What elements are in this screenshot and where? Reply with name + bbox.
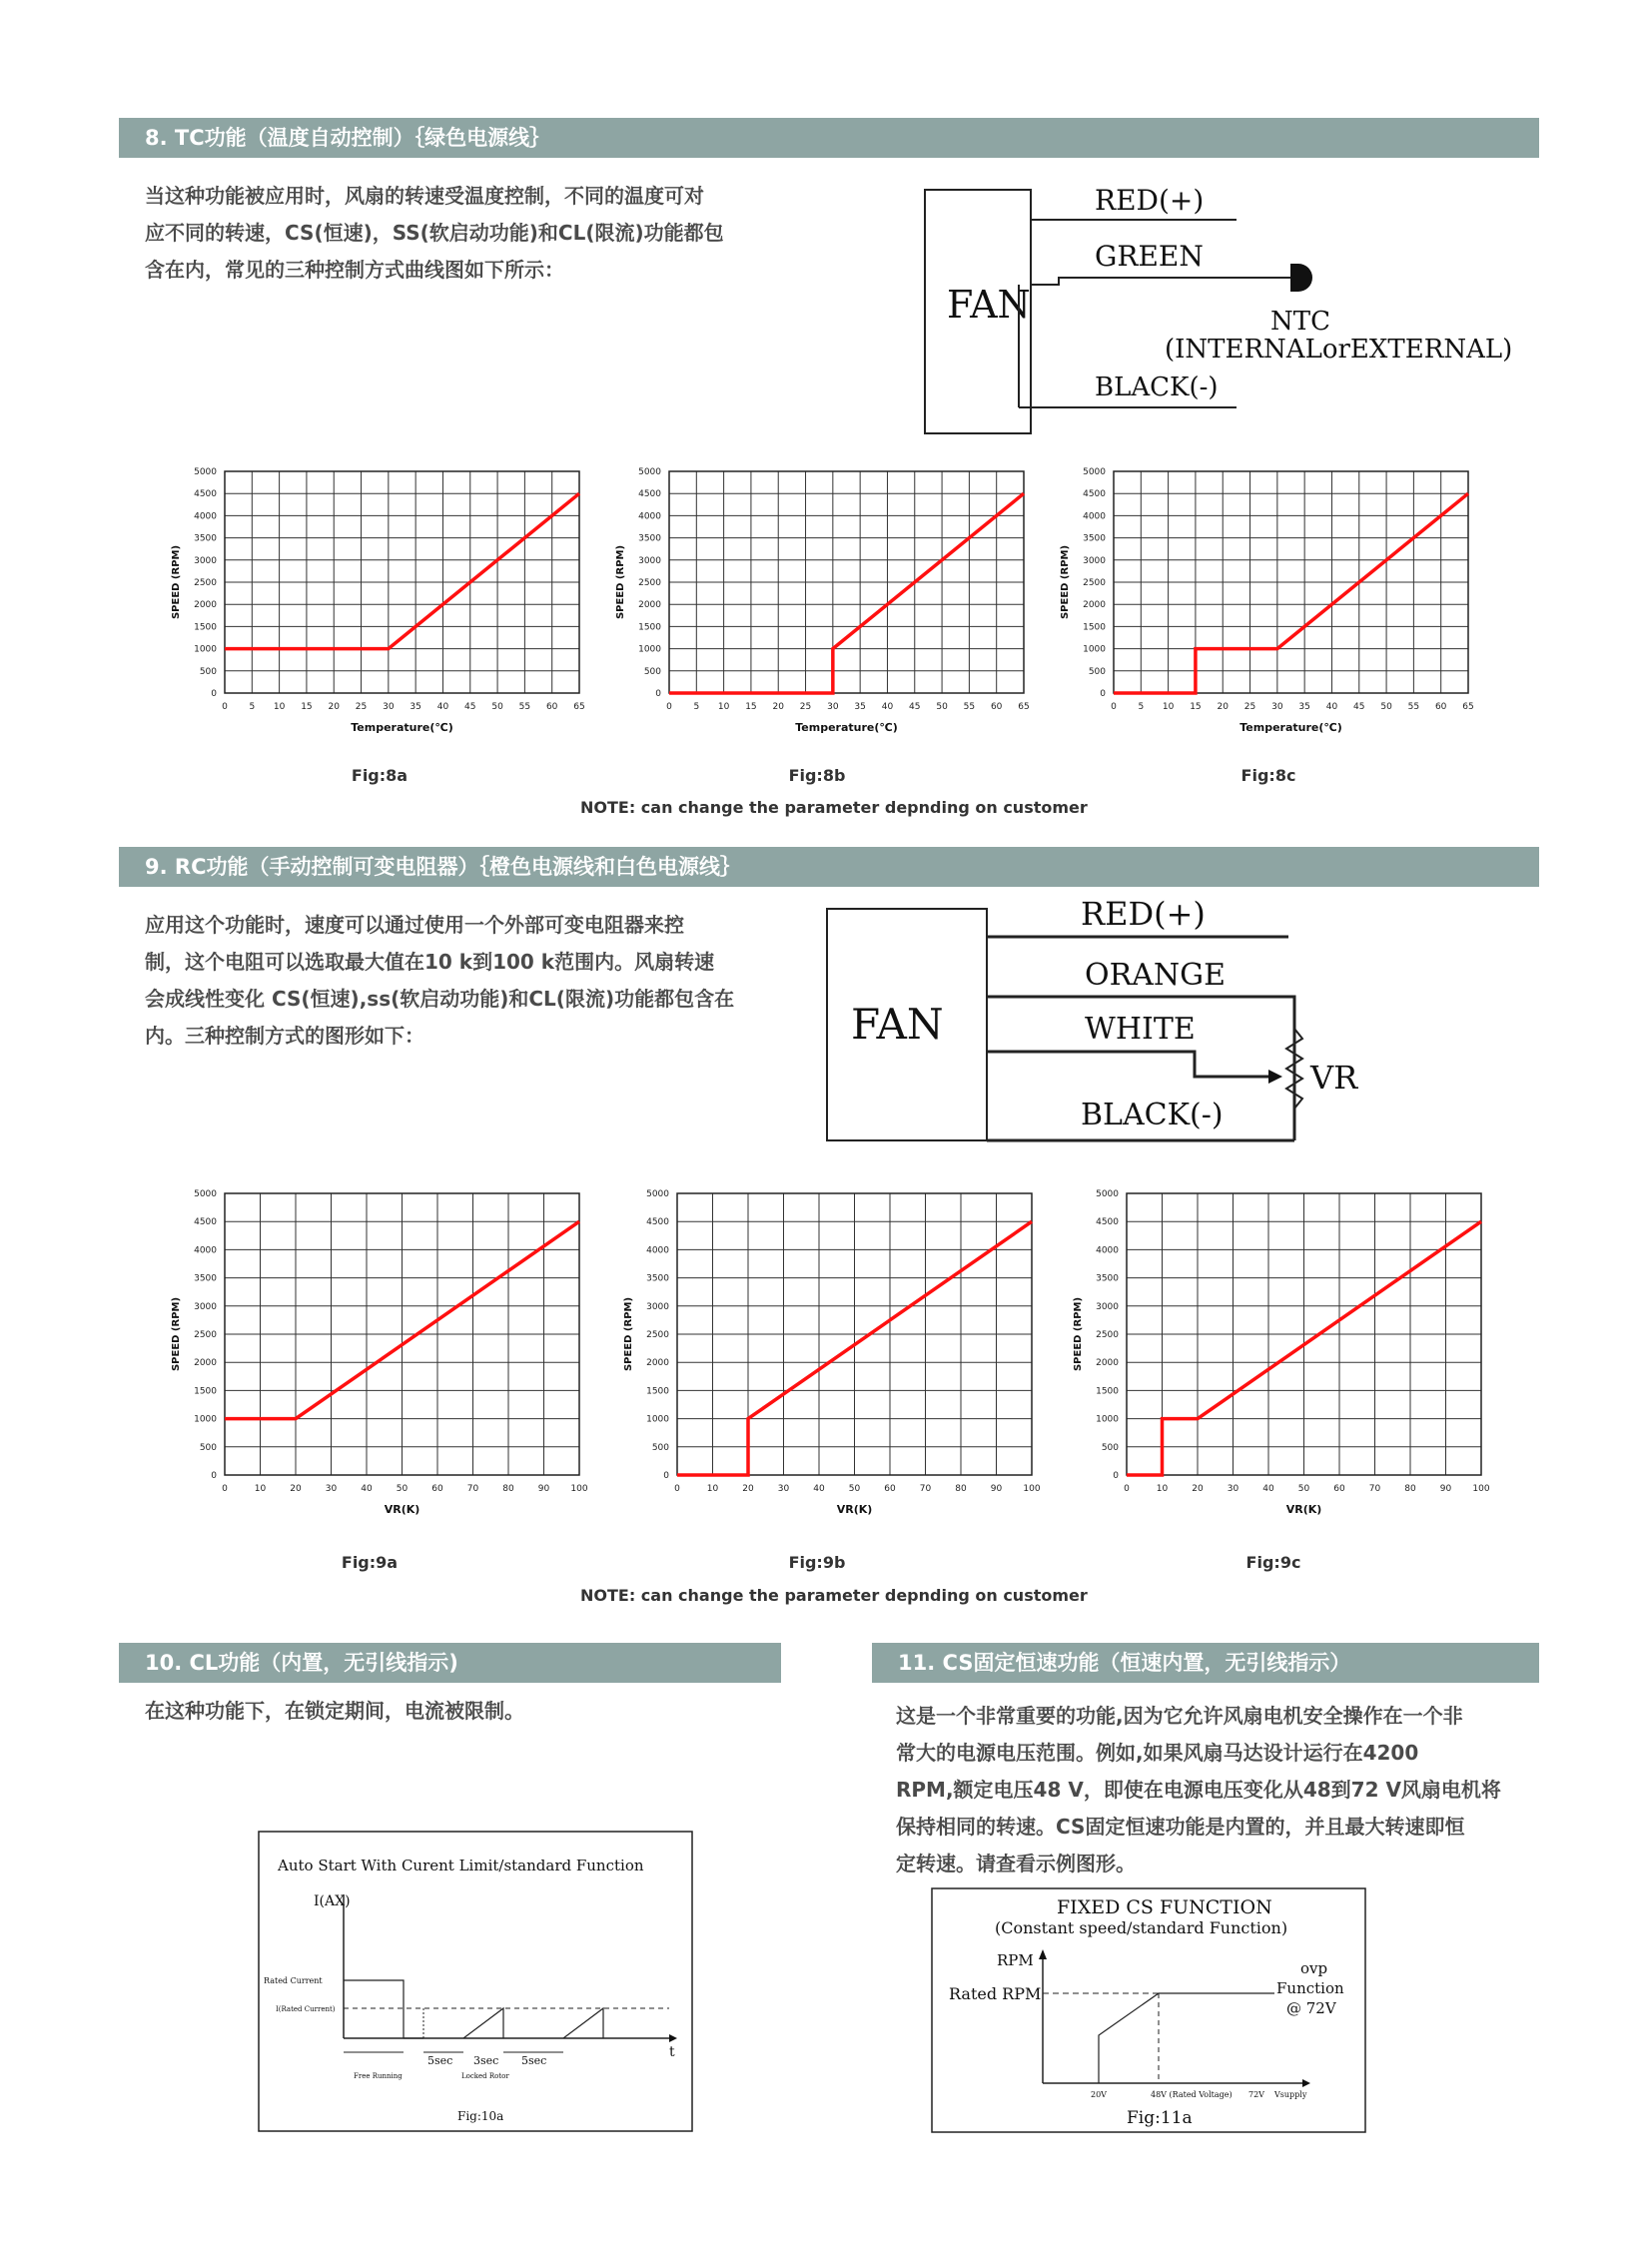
fig10a-ylabel: I(AX) [314, 1893, 351, 1909]
text-line: 含在内，常见的三种控制方式曲线图如下所示： [145, 258, 564, 282]
y-tick-label: 1500 [194, 1386, 217, 1397]
fan-label: FAN [947, 283, 1031, 327]
chart-svg [165, 461, 594, 741]
x-tick-label: 60 [1333, 1484, 1345, 1494]
y-axis-label: SPEED (RPM) [1060, 544, 1071, 620]
x-tick-label: 30 [383, 702, 395, 712]
section-8-header: 8. TC功能（温度自动控制）｛绿色电源线｝ [119, 118, 1539, 158]
y-tick-label: 3500 [1096, 1273, 1119, 1284]
chart-svg [165, 1183, 594, 1523]
x-tick-label: 10 [1162, 702, 1175, 712]
note-9: NOTE: can change the parameter depnding on customer [580, 1586, 1088, 1605]
section-8-text [145, 178, 764, 289]
x-tick-label: 10 [1156, 1484, 1169, 1494]
x-tick-label: 20 [290, 1484, 302, 1494]
x-tick-label: 35 [1298, 702, 1310, 712]
fig9c-caption: Fig:9c [1245, 1553, 1301, 1572]
chart-svg [617, 1183, 1047, 1523]
x-tick-label: 40 [1325, 702, 1338, 712]
x-tick-label: 80 [1404, 1484, 1416, 1494]
x-tick-label: 30 [827, 702, 839, 712]
section-10-header: 10. CL功能（内置，无引线指示) [119, 1643, 781, 1683]
x-tick-label: 10 [254, 1484, 267, 1494]
section-10-text [145, 1693, 764, 1730]
x-tick-label: 35 [854, 702, 866, 712]
y-tick-label: 2000 [646, 1358, 669, 1369]
x-tick-label: 90 [537, 1484, 550, 1494]
y-tick-label: 4500 [194, 489, 217, 500]
y-tick-label: 2000 [194, 1358, 217, 1369]
y-tick-label: 2000 [194, 600, 217, 611]
fig11a-xlabel: Vsupply [1274, 2090, 1307, 2099]
fan-label: FAN [851, 1000, 944, 1049]
fig10a-t2: 3sec [473, 2054, 499, 2067]
x-tick-label: 20 [1217, 702, 1229, 712]
y-tick-label: 4500 [638, 489, 661, 500]
y-axis-label: SPEED (RPM) [171, 544, 182, 620]
y-tick-label: 3000 [194, 555, 217, 566]
y-tick-label: 2500 [194, 1330, 217, 1340]
chart-fig8a [165, 461, 594, 741]
y-tick-label: 3500 [194, 533, 217, 544]
fig11a-rated-label: Rated RPM [949, 1984, 1042, 2003]
x-tick-label: 55 [963, 702, 976, 712]
x-tick-label: 55 [518, 702, 531, 712]
text-line: 在这种功能下，在锁定期间，电流被限制。 [145, 1699, 524, 1723]
x-tick-label: 0 [222, 702, 228, 712]
x-tick-label: 60 [545, 702, 558, 712]
x-tick-label: 5 [693, 702, 700, 712]
x-tick-label: 60 [431, 1484, 443, 1494]
x-tick-label: 0 [1124, 1484, 1130, 1494]
y-tick-label: 500 [651, 1442, 669, 1453]
text-line: 会成线性变化 CS(恒速),ss(软启动功能)和CL(限流)功能都包含在 [145, 987, 735, 1011]
text-line: 制，这个电阻可以选取最大值在10 k到100 k范围内。风扇转速 [145, 950, 715, 974]
chart-svg [609, 461, 1039, 741]
red-wire-label: RED(+) [1081, 895, 1206, 933]
x-tick-label: 100 [1472, 1484, 1490, 1494]
x-tick-label: 70 [919, 1484, 932, 1494]
text-line: 常大的电源电压范围。例如,如果风扇马达设计运行在4200 [896, 1741, 1419, 1765]
chart-fig9c [1067, 1183, 1496, 1523]
x-tick-label: 90 [1439, 1484, 1452, 1494]
x-tick-label: 30 [777, 1484, 790, 1494]
x-tick-label: 5 [249, 702, 256, 712]
y-tick-label: 0 [211, 1471, 217, 1481]
y-tick-label: 4500 [1083, 489, 1106, 500]
x-tick-label: 40 [361, 1484, 373, 1494]
y-tick-label: 1000 [194, 644, 217, 655]
x-tick-label: 50 [1380, 702, 1392, 712]
y-tick-label: 5000 [1096, 1189, 1119, 1199]
y-axis-label: SPEED (RPM) [615, 544, 626, 620]
fig11a-ovp1: ovp [1300, 1959, 1328, 1977]
x-tick-label: 25 [799, 702, 812, 712]
y-tick-label: 5000 [638, 467, 661, 477]
y-tick-label: 1000 [194, 1414, 217, 1425]
x-tick-label: 70 [466, 1484, 479, 1494]
fig11a-x2: 48V (Rated Voltage) [1151, 2090, 1233, 2099]
y-tick-label: 3500 [646, 1273, 669, 1284]
x-tick-label: 100 [1023, 1484, 1041, 1494]
x-tick-label: 60 [1434, 702, 1447, 712]
y-axis-label: SPEED (RPM) [171, 1296, 182, 1372]
fig10a-t1: 5sec [427, 2054, 453, 2067]
x-tick-label: 0 [222, 1484, 228, 1494]
x-tick-label: 20 [1192, 1484, 1204, 1494]
y-tick-label: 3000 [638, 555, 661, 566]
y-tick-label: 500 [1101, 1442, 1119, 1453]
section-9-text [145, 907, 784, 1055]
x-tick-label: 0 [674, 1484, 680, 1494]
y-tick-label: 0 [211, 689, 217, 699]
y-tick-label: 2500 [646, 1330, 669, 1340]
ntc-sub-label: (INTERNALorEXTERNAL) [1165, 335, 1513, 365]
x-tick-label: 10 [706, 1484, 719, 1494]
x-tick-label: 15 [745, 702, 757, 712]
x-axis-label: VR(K) [1285, 1503, 1322, 1516]
x-tick-label: 30 [1227, 1484, 1239, 1494]
y-tick-label: 3000 [1083, 555, 1106, 566]
black-wire-label: BLACK(-) [1081, 1098, 1224, 1132]
y-tick-label: 1500 [1083, 622, 1106, 633]
y-tick-label: 2500 [194, 578, 217, 588]
series-line [225, 493, 579, 648]
fig11a-title: FIXED CS FUNCTION [1057, 1896, 1272, 1918]
fig11a-x3: 72V [1248, 2090, 1264, 2099]
x-tick-label: 50 [396, 1484, 409, 1494]
y-axis-label: SPEED (RPM) [1073, 1296, 1084, 1372]
x-tick-label: 35 [410, 702, 421, 712]
black-wire-label: BLACK(-) [1095, 373, 1219, 402]
x-tick-label: 20 [328, 702, 340, 712]
x-tick-label: 60 [884, 1484, 896, 1494]
x-tick-label: 55 [1407, 702, 1420, 712]
red-wire-label: RED(+) [1095, 184, 1205, 217]
section-11-header: 11. CS固定恒速功能（恒速内置，无引线指示） [872, 1643, 1539, 1683]
y-tick-label: 0 [663, 1471, 669, 1481]
y-tick-label: 2000 [1083, 600, 1106, 611]
text-line: 应不同的转速，CS(恒速)，SS(软启动功能)和CL(限流)功能都包 [145, 221, 724, 245]
x-tick-label: 30 [325, 1484, 338, 1494]
x-tick-label: 65 [573, 702, 585, 712]
y-tick-label: 2000 [1096, 1358, 1119, 1369]
fig10a-title: Auto Start With Curent Limit/standard Function [278, 1857, 644, 1874]
x-tick-label: 40 [813, 1484, 825, 1494]
y-tick-label: 500 [199, 666, 217, 677]
x-tick-label: 45 [1353, 702, 1365, 712]
x-axis-label: Temperature(℃) [351, 721, 453, 734]
fig10a-t3: 5sec [521, 2054, 547, 2067]
text-line: 内。三种控制方式的图形如下： [145, 1024, 424, 1048]
x-tick-label: 65 [1462, 702, 1474, 712]
y-tick-label: 1000 [638, 644, 661, 655]
y-tick-label: 4000 [646, 1245, 669, 1256]
x-tick-label: 15 [301, 702, 313, 712]
y-axis-label: SPEED (RPM) [623, 1296, 634, 1372]
x-tick-label: 50 [1297, 1484, 1310, 1494]
rc-wiring-diagram [819, 889, 1398, 1168]
x-tick-label: 20 [772, 702, 784, 712]
x-tick-label: 0 [666, 702, 672, 712]
y-tick-label: 3500 [638, 533, 661, 544]
fig10a-xlabel: t [669, 2044, 675, 2060]
vr-label: VR [1310, 1059, 1358, 1097]
x-tick-label: 45 [464, 702, 476, 712]
fig10a-locked-label: Locked Rotor [461, 2072, 509, 2080]
y-tick-label: 1000 [646, 1414, 669, 1425]
green-wire-label: GREEN [1095, 240, 1204, 273]
y-tick-label: 500 [199, 1442, 217, 1453]
x-tick-label: 5 [1138, 702, 1145, 712]
x-tick-label: 80 [955, 1484, 967, 1494]
y-tick-label: 4000 [194, 511, 217, 522]
x-axis-label: VR(K) [836, 1503, 873, 1516]
section-9-header: 9. RC功能（手动控制可变电阻器）｛橙色电源线和白色电源线｝ [119, 847, 1539, 887]
y-tick-label: 4500 [1096, 1217, 1119, 1228]
x-tick-label: 30 [1271, 702, 1283, 712]
fig10a-free-label: Free Running [354, 2072, 403, 2080]
text-line: 保持相同的转速。CS固定恒速功能是内置的，并且最大转速即恒 [896, 1815, 1465, 1839]
x-tick-label: 25 [355, 702, 368, 712]
y-tick-label: 3000 [194, 1301, 217, 1312]
x-tick-label: 65 [1018, 702, 1030, 712]
section-11-text [896, 1698, 1539, 1882]
y-tick-label: 5000 [646, 1189, 669, 1199]
y-tick-label: 4000 [1083, 511, 1106, 522]
x-tick-label: 25 [1243, 702, 1256, 712]
y-tick-label: 3000 [646, 1301, 669, 1312]
y-tick-label: 1500 [1096, 1386, 1119, 1397]
x-tick-label: 15 [1190, 702, 1202, 712]
y-tick-label: 0 [1113, 1471, 1119, 1481]
y-tick-label: 4500 [646, 1217, 669, 1228]
chart-svg [1054, 461, 1483, 741]
fig11a-diagram [931, 1887, 1366, 2133]
y-tick-label: 2500 [1083, 578, 1106, 588]
y-tick-label: 1000 [1096, 1414, 1119, 1425]
fig10a-diagram [258, 1831, 693, 2132]
y-tick-label: 1500 [638, 622, 661, 633]
x-axis-label: Temperature(℃) [795, 721, 898, 734]
y-tick-label: 3000 [1096, 1301, 1119, 1312]
chart-svg [1067, 1183, 1496, 1523]
fig8b-caption: Fig:8b [788, 766, 846, 785]
white-wire-label: WHITE [1085, 1012, 1196, 1047]
y-tick-label: 2500 [638, 578, 661, 588]
x-tick-label: 90 [990, 1484, 1003, 1494]
y-tick-label: 0 [1100, 689, 1106, 699]
text-line: 定转速。请查看示例图形。 [896, 1852, 1136, 1875]
y-tick-label: 500 [643, 666, 661, 677]
x-axis-label: VR(K) [384, 1503, 420, 1516]
y-tick-label: 2000 [638, 600, 661, 611]
y-tick-label: 4000 [1096, 1245, 1119, 1256]
series-line [669, 493, 1024, 693]
x-tick-label: 100 [570, 1484, 588, 1494]
fig9b-caption: Fig:9b [788, 1553, 846, 1572]
x-tick-label: 10 [717, 702, 730, 712]
y-tick-label: 3500 [1083, 533, 1106, 544]
x-tick-label: 50 [491, 702, 503, 712]
y-tick-label: 3500 [194, 1273, 217, 1284]
y-tick-label: 0 [655, 689, 661, 699]
tc-wiring-diagram [919, 170, 1513, 439]
x-tick-label: 40 [1262, 1484, 1274, 1494]
y-tick-label: 5000 [1083, 467, 1106, 477]
y-tick-label: 500 [1088, 666, 1106, 677]
x-tick-label: 50 [848, 1484, 861, 1494]
chart-fig9a [165, 1183, 594, 1523]
fig11a-ovp2: Function [1276, 1979, 1344, 1997]
x-tick-label: 0 [1111, 702, 1117, 712]
fig11a-ovp3: @ 72V [1286, 1999, 1336, 2017]
fig11a-caption: Fig:11a [1127, 2108, 1193, 2128]
x-tick-label: 80 [502, 1484, 514, 1494]
fig11a-subtitle: (Constant speed/standard Function) [995, 1918, 1288, 1937]
fig10a-rated-label: Rated Current [264, 1976, 323, 1985]
fig9a-caption: Fig:9a [341, 1553, 399, 1572]
ntc-label: NTC [1270, 307, 1330, 337]
y-tick-label: 1000 [1083, 644, 1106, 655]
note-8: NOTE: can change the parameter depnding on customer [580, 798, 1088, 817]
y-tick-label: 5000 [194, 467, 217, 477]
text-line: 这是一个非常重要的功能,因为它允许风扇电机安全操作在一个非 [896, 1704, 1463, 1728]
fig10a-limited-label: I(Rated Current) [276, 2005, 336, 2013]
x-tick-label: 10 [273, 702, 286, 712]
fig8c-caption: Fig:8c [1240, 766, 1296, 785]
chart-fig8c [1054, 461, 1483, 741]
y-tick-label: 1500 [646, 1386, 669, 1397]
y-tick-label: 4000 [194, 1245, 217, 1256]
text-line: RPM,额定电压48 V，即使在电源电压变化从48到72 V风扇电机将 [896, 1778, 1501, 1802]
fig8a-caption: Fig:8a [351, 766, 409, 785]
series-line [1114, 493, 1468, 693]
chart-fig9b [617, 1183, 1047, 1523]
fig11a-ylabel: RPM [997, 1951, 1034, 1969]
x-tick-label: 60 [990, 702, 1003, 712]
y-tick-label: 2500 [1096, 1330, 1119, 1340]
x-tick-label: 45 [909, 702, 921, 712]
y-tick-label: 1500 [194, 622, 217, 633]
y-tick-label: 5000 [194, 1189, 217, 1199]
orange-wire-label: ORANGE [1085, 958, 1226, 993]
text-line: 当这种功能被应用时，风扇的转速受温度控制，不同的温度可对 [145, 184, 704, 208]
x-tick-label: 70 [1368, 1484, 1381, 1494]
chart-fig8b [609, 461, 1039, 741]
x-axis-label: Temperature(℃) [1239, 721, 1342, 734]
fig11a-x1: 20V [1091, 2090, 1107, 2099]
x-tick-label: 40 [881, 702, 894, 712]
fig10a-caption: Fig:10a [457, 2109, 504, 2123]
x-tick-label: 50 [936, 702, 948, 712]
x-tick-label: 40 [436, 702, 449, 712]
y-tick-label: 4000 [638, 511, 661, 522]
x-tick-label: 20 [742, 1484, 754, 1494]
text-line: 应用这个功能时，速度可以通过使用一个外部可变电阻器来控 [145, 913, 684, 937]
y-tick-label: 4500 [194, 1217, 217, 1228]
